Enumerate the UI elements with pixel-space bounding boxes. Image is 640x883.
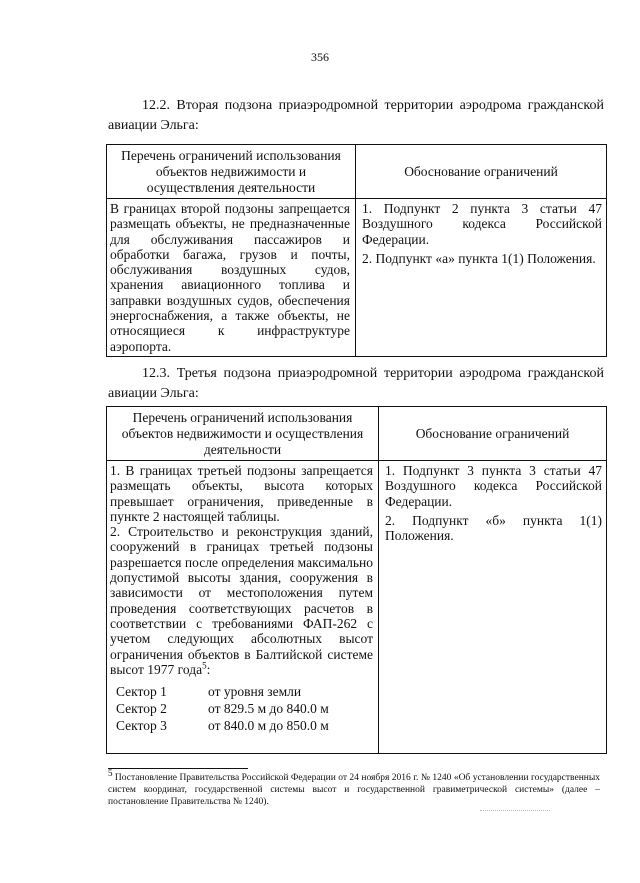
- restriction-cell: [107, 199, 356, 357]
- sector-name: Сектор 3: [116, 718, 167, 734]
- col-header-restrictions: Перечень ограничений использования объектов недвижимости и осуществления деятельности: [107, 407, 379, 461]
- basis-item-1: 1. Подпункт 3 пункта 3 статьи 47 Воздушного кодекса Российской Федерации.: [385, 463, 602, 509]
- sector-height: от 829.5 м до 840.0 м: [208, 701, 329, 717]
- footnote-reference[interactable]: 5: [202, 660, 207, 671]
- restriction-item-1: 1. В границах третьей подзоны запрещается размещать объекты, высота которых превышает ограничения, приведенные в пункте 2 настоящей таблицы.: [110, 463, 373, 524]
- footnote: [108, 767, 600, 808]
- col-header-basis: Обоснование ограничений: [356, 145, 607, 199]
- col-header-restrictions: Перечень ограничений использования объектов недвижимости и осуществления деятельности: [107, 145, 356, 199]
- second-subzone-table: [106, 144, 607, 357]
- footnote-mark: 5: [108, 767, 113, 778]
- restriction-item-2: 2. Строительство и реконструкция зданий, сооружений в границах третьей подзоны разрешается после определения максимально допустимой высоты здания, сооружения в зависимости от местоположения путем проведения соответствующих расчетов в соответствии с требованиями ФАП-262 с учетом следующих абсолютных высот ограничения объектов в Балтийской системе высот 1977 года$^5$:: [110, 524, 373, 677]
- col-header-basis: Обоснование ограничений: [379, 407, 607, 461]
- basis-cell: [356, 199, 607, 357]
- footnote-text: Постановление Правительства Российской Федерации от 24 ноября 2016 г. № 1240 «Об установлении государственных систем координат, государственной системы высот и государственной гравиметрической системы» (далее – постановление Правительства № 1240).: [108, 773, 600, 807]
- table-row: [107, 199, 607, 357]
- sector-height: от 840.0 м до 850.0 м: [208, 718, 329, 734]
- basis-item-2: 2. Подпункт «б» пункта 1(1) Положения.: [385, 512, 602, 544]
- basis-item-2: 2. Подпункт «а» пункта 1(1) Положения.: [362, 250, 596, 266]
- table-row: [107, 461, 607, 754]
- table-header-row: [107, 145, 607, 199]
- footnote-separator: [108, 768, 248, 769]
- section-12-2-heading: [108, 96, 604, 136]
- page-number: 356: [311, 50, 329, 64]
- basis-item-1: 1. Подпункт 2 пункта 3 статьи 47 Воздушного кодекса Российской Федерации.: [362, 201, 602, 247]
- sector-list: [110, 683, 373, 734]
- restriction-cell: [107, 461, 379, 754]
- restriction-text: В границах второй подзоны запрещается размещать объекты, не предназначенные для обслуживания пассажиров и обработки багажа, грузов и почты, обслуживания воздушных судов, хранения авиационного топлива и заправки воздушных судов, обеспечения энергоснабжения, а также объекты, не относящиеся к инфраструктуре аэропорта.: [110, 201, 350, 354]
- section-12-2-heading-text: 12.2. Вторая подзона приаэродромной территории аэродрома гражданской авиации Эльга:: [108, 98, 604, 133]
- basis-cell: [379, 461, 607, 754]
- third-subzone-table: [106, 406, 607, 754]
- table-header-row: [107, 407, 607, 461]
- sector-name: Сектор 1: [116, 684, 167, 700]
- list-item: [110, 717, 373, 734]
- section-12-3-heading-text: 12.3. Третья подзона приаэродромной территории аэродрома гражданской авиации Эльга:: [108, 366, 604, 401]
- sector-name: Сектор 2: [116, 701, 167, 717]
- list-item: [110, 700, 373, 717]
- sector-height: от уровня земли: [208, 684, 302, 700]
- scan-artifact: [480, 810, 550, 811]
- list-item: [110, 683, 373, 700]
- section-12-3-heading: [108, 364, 604, 404]
